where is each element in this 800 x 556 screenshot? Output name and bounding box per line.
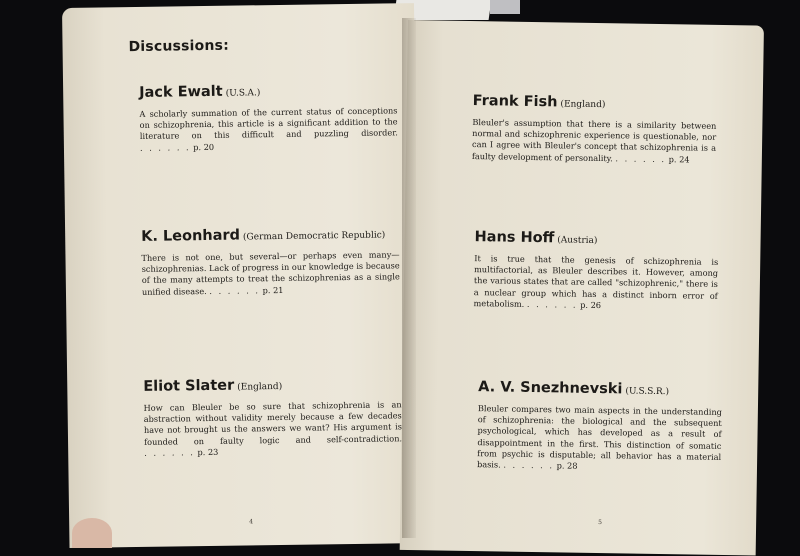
discussion-entry-fish (472, 93, 717, 166)
dot-leader: . . . . . . (615, 152, 667, 164)
discussion-summary: It is true that the genesis of schizophrenia is multifactorial, as Bleuler describes it. However, among the various states that are called "schizophrenic," there is a nuclear group which has a distinct inborn error of metabolism. . . . . . . p. 26 (473, 253, 719, 310)
dot-leader: . . . . . . (503, 459, 555, 471)
dot-leader: . . . . . . (526, 298, 578, 310)
discussion-summary: A scholarly summation of the current status of conceptions on schizophrenia, this article is a significant addition to the literature on this difficult and puzzling disorder. . . . . . . p. 20 (139, 105, 398, 153)
page-reference[interactable]: p. 23 (197, 446, 219, 457)
discussant-name: Eliot Slater (England) (143, 377, 283, 395)
dot-leader: . . . . . . (144, 447, 195, 458)
dot-leader: . . . . . . (209, 284, 261, 296)
left-page (62, 3, 422, 548)
discussant-country: (England) (237, 381, 283, 393)
page-number: 4 (249, 518, 254, 526)
paper-scrap-shadow (490, 0, 520, 14)
discussion-entry-ewalt (139, 81, 398, 153)
book-gutter-shadow (402, 18, 416, 538)
discussant-country: (England) (560, 99, 606, 111)
discussant-name: Hans Hoff (Austria) (474, 229, 598, 247)
thumb-holding-page (72, 518, 112, 548)
discussion-entry-hoff (473, 229, 718, 313)
page-reference[interactable]: p. 26 (580, 299, 602, 310)
page-number: 5 (598, 519, 603, 527)
discussant-country: (U.S.S.R.) (625, 386, 670, 398)
discussant-name: A. V. Snezhnevski (U.S.S.R.) (478, 379, 670, 398)
page-reference[interactable]: p. 20 (193, 141, 215, 152)
discussion-summary: Bleuler compares two main aspects in the understanding of schizophrenia: the biological and the subsequent psychological, which has developed as a result of disappointment in the first. This distinction of somatic from psychic is disputable; all behavior has a material basis. . . . . . . p. 28 (476, 403, 722, 471)
discussion-entry-snezhnevski (477, 379, 722, 474)
dot-leader: . . . . . . (139, 141, 191, 153)
discussant-country: (German Democratic Republic) (242, 230, 386, 243)
discussions-heading: Discussions: (128, 37, 230, 56)
discussant-name: Jack Ewalt (U.S.A.) (139, 83, 261, 101)
discussant-country: (Austria) (557, 235, 598, 247)
page-reference[interactable]: p. 28 (556, 460, 578, 471)
page-reference[interactable]: p. 21 (262, 284, 284, 295)
discussion-summary: Bleuler's assumption that there is a similarity between normal and schizophrenic experience is questionable, nor can I agree with Bleuler's concept that schizophrenia is a faulty development of personality. . . . . . . p. 24 (471, 117, 717, 165)
page-reference[interactable]: p. 24 (668, 153, 690, 165)
discussant-name: K. Leonhard (German Democratic Republic) (141, 227, 386, 245)
discussion-summary: There is not one, but several—or perhaps even many—schizophrenias. Lack of progress in our knowledge is because of the many attempts to treat the schizophrenias as a single unified disease. . . . . . . p. 21 (141, 249, 400, 297)
discussion-entry-leonhard (141, 225, 400, 297)
discussion-entry-slater (143, 375, 402, 459)
discussant-country: (U.S.A.) (225, 88, 261, 99)
right-page (400, 20, 764, 556)
discussant-name: Frank Fish (England) (472, 93, 606, 111)
discussion-summary: How can Bleuler be so sure that schizophrenia is an abstraction without validity merely because a few decades have not brought us the answers we want? His argument is founded on faulty logic and self-contradiction. . . . . . . p. 23 (143, 399, 403, 458)
